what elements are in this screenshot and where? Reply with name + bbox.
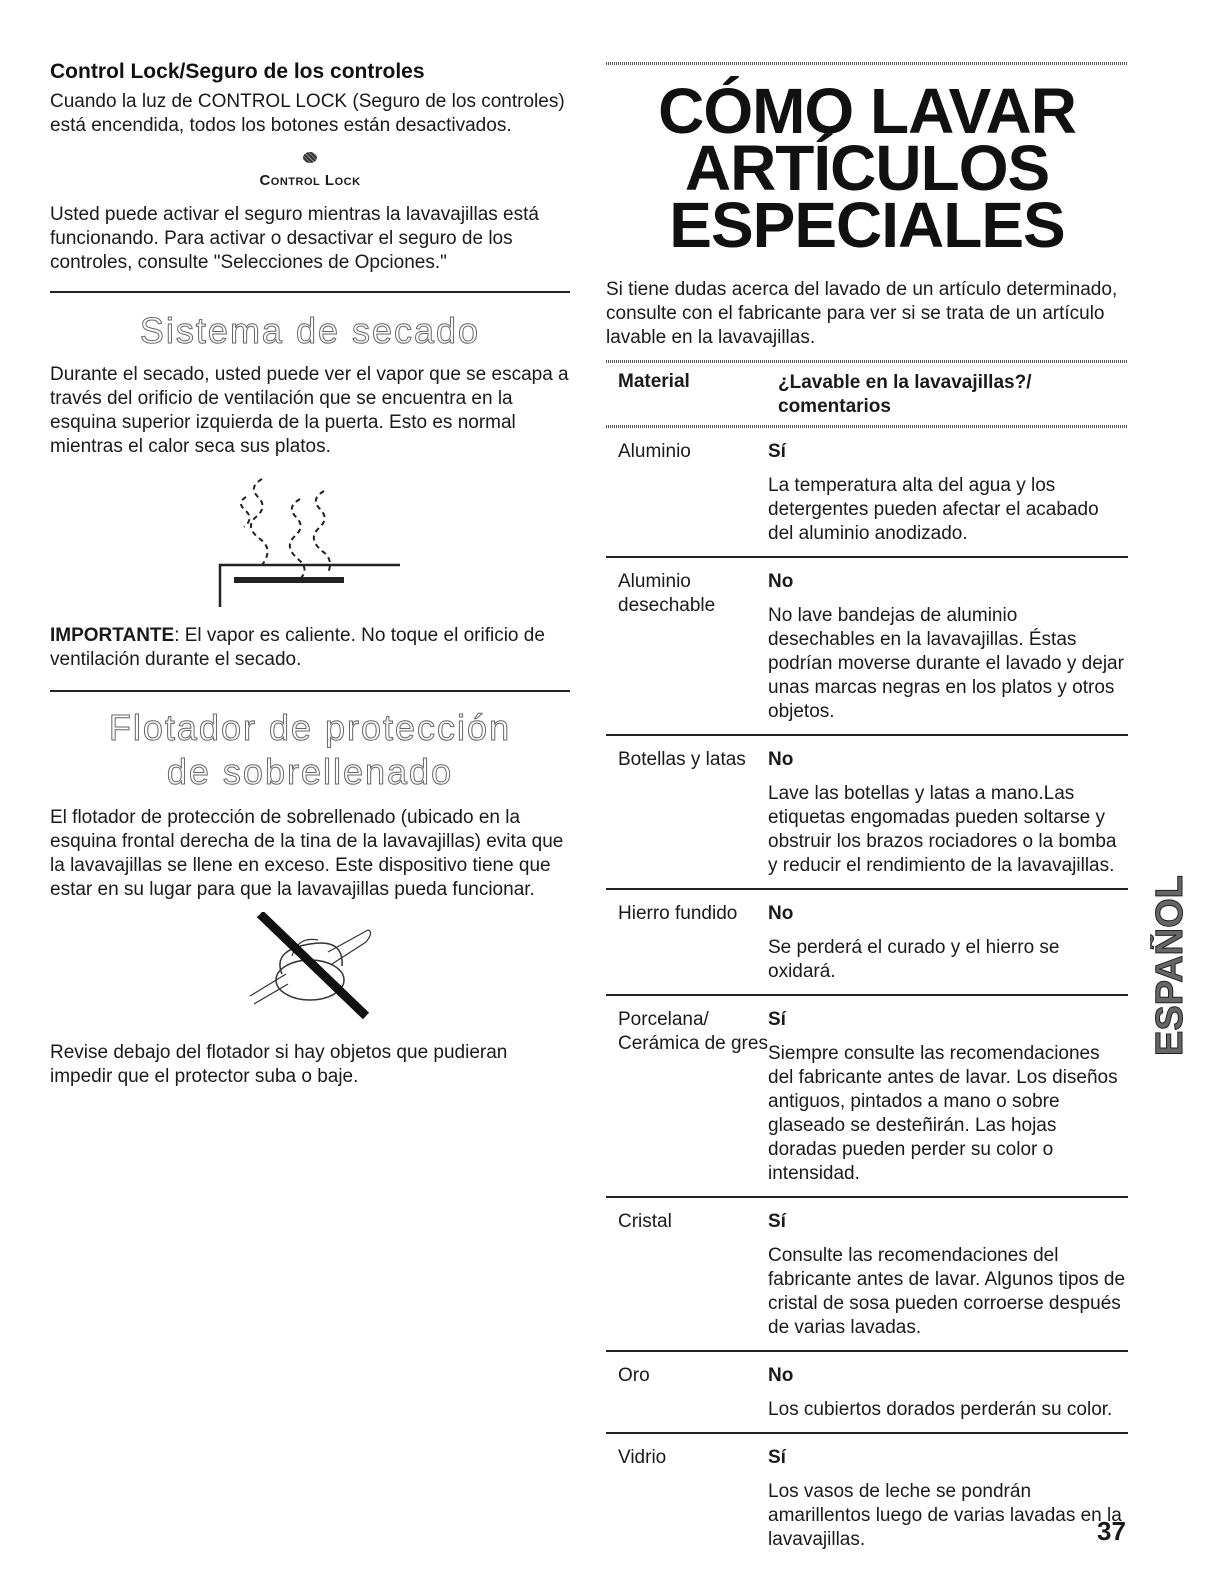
table-header	[606, 363, 1128, 425]
material-cell: Oro	[618, 1365, 650, 1386]
indicator-light-icon	[303, 152, 317, 163]
comment: Siempre consulte las recomendaciones del fabricante antes de lavar. Los diseños antiguos, pintados a mano o sobre glaseado se desteñirán. Las hojas doradas pueden perder su color o intensidad.	[768, 1043, 1118, 1184]
title-line2: ARTÍCULOS	[684, 132, 1050, 204]
language-tab-graphic	[1150, 810, 1192, 1060]
material-cell: Hierro fundido	[618, 903, 738, 924]
section-divider	[50, 690, 570, 692]
table-row	[606, 994, 1128, 1196]
answer-cell	[768, 1008, 1128, 1186]
material-cell: Aluminio desechable	[618, 571, 716, 616]
table-row	[606, 428, 1128, 556]
comment: Se perderá el curado y el hierro se oxidará.	[768, 937, 1060, 982]
page-title	[606, 75, 1128, 261]
drying-important	[50, 624, 570, 672]
table-row	[606, 734, 1128, 888]
control-lock-indicator	[50, 150, 570, 189]
right-column	[606, 62, 1128, 1562]
material-column-header: Material	[618, 371, 690, 392]
table-row	[606, 888, 1128, 994]
steam-vent-illustration	[50, 469, 570, 614]
answer-cell	[768, 1210, 1128, 1340]
verdict: Sí	[768, 1211, 786, 1232]
verdict: Sí	[768, 1009, 786, 1030]
verdict: No	[768, 749, 794, 770]
material-cell: Aluminio	[618, 441, 691, 462]
float-heading-line2: de sobrellenado	[166, 751, 454, 792]
special-items-intro: Si tiene dudas acerca del lavado de un artículo determinado, consulte con el fabricante para ver si se trata de un artículo lavable en la lavavajillas.	[606, 279, 1118, 348]
left-column	[50, 60, 570, 1089]
control-lock-heading: Control Lock/Seguro de los controles	[50, 60, 425, 83]
control-lock-label: Control Lock	[259, 172, 361, 189]
float-heading-line1: Flotador de protección	[108, 707, 512, 748]
answer-cell	[768, 748, 1128, 878]
material-table	[606, 428, 1128, 1562]
table-row	[606, 1350, 1128, 1432]
comment-column-header: ¿Lavable en la lavavajillas?/ comentarios	[778, 372, 1032, 417]
control-lock-intro: Cuando la luz de CONTROL LOCK (Seguro de los controles) está encendida, todos los botones están desactivados.	[50, 91, 565, 136]
answer-cell	[768, 1364, 1128, 1422]
important-label: IMPORTANTE	[50, 625, 175, 646]
answer-cell	[768, 902, 1128, 984]
answer-cell	[768, 440, 1128, 546]
material-cell: Botellas y latas	[618, 749, 746, 770]
important-text: : El vapor es caliente. No toque el orificio de ventilación durante el secado.	[50, 625, 545, 670]
material-cell: Porcelana/ Cerámica de gres	[618, 1009, 768, 1054]
language-tab-label: ESPAÑOL	[1150, 875, 1191, 1056]
comment: La temperatura alta del agua y los detergentes pueden afectar el acabado del aluminio anodizado.	[768, 475, 1099, 544]
page-number: 37	[1097, 1516, 1126, 1546]
float-body: El flotador de protección de sobrellenado (ubicado en la esquina frontal derecha de la tina de la lavavajillas) evita que la lavavajillas se llene en exceso. Este dispositivo tiene que estar en su lugar para que la lavavajillas pueda funcionar.	[50, 807, 564, 900]
float-illustration	[50, 912, 570, 1027]
title-top-rule	[606, 62, 1128, 65]
material-cell: Vidrio	[618, 1447, 667, 1468]
comment: Lave las botellas y latas a mano.Las etiquetas engomadas pueden soltarse y obstruir los brazos rociadores o la bomba y reducir el rendimiento de la lavavajillas.	[768, 783, 1117, 876]
comment: No lave bandejas de aluminio desechables en la lavavajillas. Éstas podrían moverse durante el lavado y dejar unas marcas negras en los platos y otros objetos.	[768, 605, 1124, 722]
verdict: Sí	[768, 441, 786, 462]
table-row	[606, 556, 1128, 734]
table-row	[606, 1432, 1128, 1562]
comment: Los cubiertos dorados perderán su color.	[768, 1399, 1113, 1420]
title-line1: CÓMO LAVAR	[658, 75, 1076, 147]
answer-cell	[768, 1446, 1128, 1552]
verdict: Sí	[768, 1447, 786, 1468]
verdict: No	[768, 571, 794, 592]
verdict: No	[768, 1365, 794, 1386]
float-note: Revise debajo del flotador si hay objetos que pudieran impedir que el protector suba o baje.	[50, 1042, 508, 1087]
overfill-float-icon	[210, 912, 410, 1022]
section-divider	[50, 291, 570, 293]
language-side-tab	[1150, 810, 1192, 1060]
material-cell: Cristal	[618, 1211, 672, 1232]
drying-heading: Sistema de secado	[139, 310, 481, 351]
comment: Los vasos de leche se pondrán amarillentos luego de varias lavadas en la lavavajillas.	[768, 1481, 1122, 1550]
verdict: No	[768, 903, 794, 924]
table-row	[606, 1196, 1128, 1350]
title-line3: ESPECIALES	[669, 189, 1065, 261]
drying-body: Durante el secado, usted puede ver el vapor que se escapa a través del orificio de ventilación que se encuentra en la esquina superior izquierda de la puerta. Esto es normal mientras el calor seca sus platos.	[50, 364, 569, 457]
comment: Consulte las recomendaciones del fabricante antes de lavar. Algunos tipos de cristal de sosa pueden corroerse después de varias lavadas.	[768, 1245, 1126, 1338]
float-heading	[50, 706, 570, 794]
control-lock-body: Usted puede activar el seguro mientras la lavavajillas está funcionando. Para activar o desactivar el seguro de los controles, consulte "Selecciones de Opciones."	[50, 204, 539, 273]
steam-vent-icon	[200, 469, 420, 609]
answer-cell	[768, 570, 1128, 724]
